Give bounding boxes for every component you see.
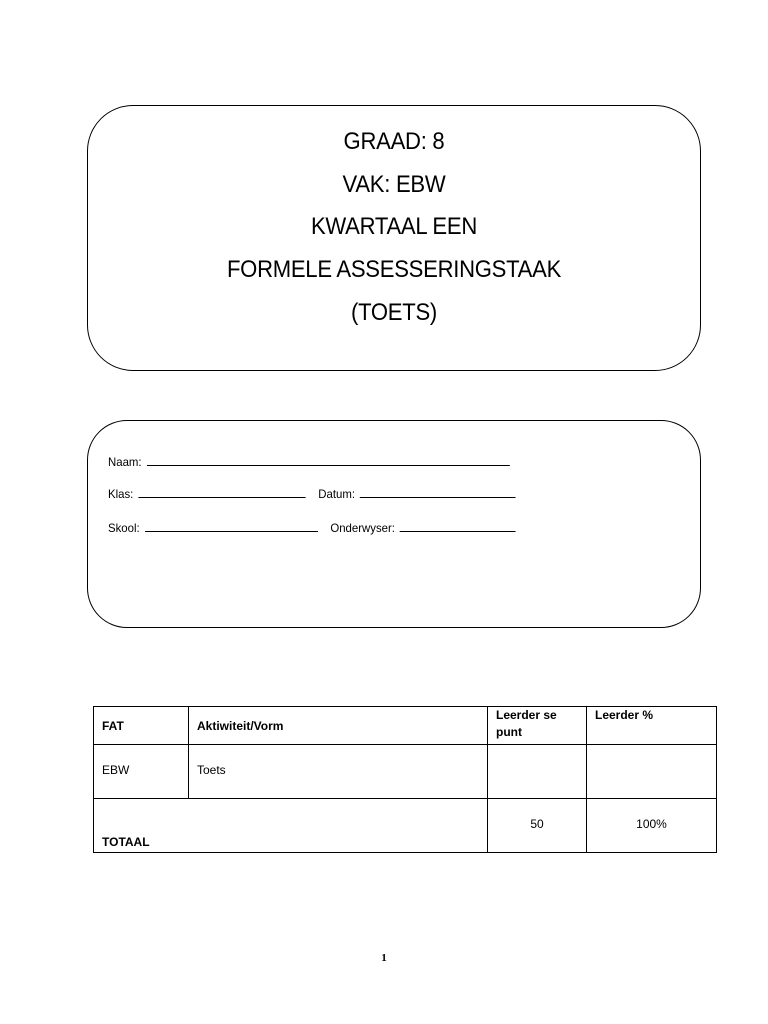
total-label: TOTAAL (94, 799, 488, 853)
total-percent: 100% (587, 799, 717, 853)
naam-label: Naam: (108, 455, 142, 469)
cell-leerder-percent[interactable] (587, 745, 717, 799)
grade-line: GRAAD: 8 (343, 128, 445, 155)
learner-info-box (87, 420, 701, 628)
naam-row (108, 454, 510, 469)
header-leerder-punt: Leerder se punt (488, 707, 587, 745)
klas-field[interactable] (138, 486, 305, 498)
onderwyser-label: Onderwyser: (330, 521, 395, 535)
header-aktiwiteit: Aktiwiteit/Vorm (189, 707, 488, 745)
assessment-line: FORMELE ASSESSERINGSTAAK (226, 256, 562, 283)
title-box (87, 105, 701, 371)
subject-line: VAK: EBW (342, 171, 446, 198)
total-row (94, 799, 717, 853)
cell-fat: EBW (94, 745, 189, 799)
header-leerder-percent: Leerder % (587, 707, 717, 745)
page-number: 1 (381, 952, 387, 964)
test-line: (TOETS) (351, 299, 437, 326)
klas-datum-row (108, 486, 516, 501)
table-row (94, 745, 717, 799)
klas-label: Klas: (108, 487, 134, 501)
marks-table (93, 706, 717, 853)
skool-onderwyser-row (108, 520, 516, 535)
skool-label: Skool: (108, 521, 140, 535)
total-punt: 50 (488, 799, 587, 853)
table-header-row (94, 707, 717, 745)
cell-leerder-punt[interactable] (488, 745, 587, 799)
cell-aktiwiteit: Toets (189, 745, 488, 799)
naam-field[interactable] (147, 454, 510, 466)
header-fat: FAT (94, 707, 189, 745)
onderwyser-field[interactable] (400, 520, 516, 532)
datum-label: Datum: (318, 487, 356, 501)
skool-field[interactable] (145, 520, 318, 532)
datum-field[interactable] (360, 486, 516, 498)
term-line: KWARTAAL EEN (310, 213, 478, 240)
